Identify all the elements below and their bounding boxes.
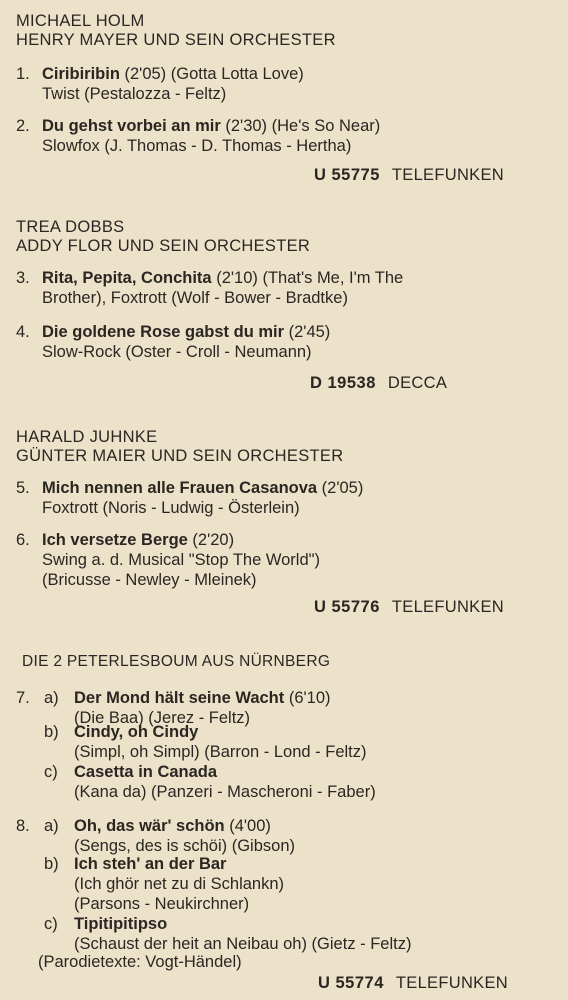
track-credits: (Parsons - Neukirchner) xyxy=(74,895,250,913)
track-number: 5. xyxy=(16,479,30,497)
artist-heading xyxy=(16,428,343,466)
sub-track-letter: c) xyxy=(44,915,58,933)
track-title: Mich nennen alle Frauen Casanova xyxy=(42,479,318,497)
sub-track-letter: b) xyxy=(44,723,59,741)
track-number: 8. xyxy=(16,817,30,835)
lyrics-credit xyxy=(38,952,568,972)
track-credits: Brother), Foxtrott (Wolf - Bower - Bradtke) xyxy=(42,289,348,307)
track-title: Der Mond hält seine Wacht xyxy=(74,689,285,707)
track-number: 6. xyxy=(16,531,30,549)
catalog-number xyxy=(314,166,504,185)
track-credits: Slowfox (J. Thomas - D. Thomas - Hertha) xyxy=(42,137,352,155)
record-label: DECCA xyxy=(387,374,448,392)
track-title: Cindy, oh Cindy xyxy=(74,723,199,741)
track-number: 3. xyxy=(16,269,30,287)
track-credits: (Die Baa) (Jerez - Feltz) xyxy=(74,709,251,727)
track-number: 1. xyxy=(16,65,30,83)
orchestra-name: HENRY MAYER UND SEIN ORCHESTER xyxy=(16,31,336,49)
track-credits: (Schaust der heit an Neibau oh) (Gietz - Feltz) xyxy=(74,935,412,953)
sub-track xyxy=(44,762,568,802)
track-title: Ich versetze Berge xyxy=(42,531,188,549)
track-number: 7. xyxy=(16,689,30,707)
artist-name: HARALD JUHNKE xyxy=(16,428,158,446)
track-title: Oh, das wär' schön xyxy=(74,817,225,835)
sub-track-letter: a) xyxy=(44,689,59,707)
track-info: (2'30) (He's So Near) xyxy=(220,117,381,135)
track-title: Tipitipitipso xyxy=(74,915,168,933)
track-info: (2'10) (That's Me, I'm The xyxy=(211,269,404,287)
artist-heading xyxy=(22,652,330,671)
track-info: (2'05) xyxy=(317,479,364,497)
track-credits: Swing a. d. Musical "Stop The World") xyxy=(42,551,320,569)
catalog-code: U 55774 xyxy=(318,974,384,992)
artist-name: TREA DOBBS xyxy=(16,218,125,236)
catalog-number xyxy=(318,974,508,993)
artist-name: DIE 2 PETERLESBOUM AUS NÜRNBERG xyxy=(22,653,331,670)
parody-lyrics-note: (Parodietexte: Vogt-Händel) xyxy=(38,953,242,971)
track-title: Rita, Pepita, Conchita xyxy=(42,269,212,287)
track-credits: Twist (Pestalozza - Feltz) xyxy=(42,85,227,103)
sub-track-letter: b) xyxy=(44,855,59,873)
catalog-code: D 19538 xyxy=(310,374,376,392)
track-credits: (Kana da) (Panzeri - Mascheroni - Faber) xyxy=(74,783,376,801)
sub-track xyxy=(44,914,568,954)
sub-track xyxy=(44,816,568,856)
artist-heading xyxy=(16,12,336,50)
orchestra-name: GÜNTER MAIER UND SEIN ORCHESTER xyxy=(16,447,344,465)
catalog-number xyxy=(310,374,447,393)
sub-track-letter: a) xyxy=(44,817,59,835)
orchestra-name: ADDY FLOR UND SEIN ORCHESTER xyxy=(16,237,311,255)
track-number: 4. xyxy=(16,323,30,341)
track-credits: (Bricusse - Newley - Mleinek) xyxy=(42,571,257,589)
track-info: (2'45) xyxy=(284,323,331,341)
record-label: TELEFUNKEN xyxy=(391,166,504,184)
track-credits: (Sengs, des is schöi) (Gibson) xyxy=(74,837,296,855)
track-info: (6'10) xyxy=(284,689,331,707)
track-title: Du gehst vorbei an mir xyxy=(42,117,221,135)
track-credits: (Ich ghör net zu di Schlankn) xyxy=(74,875,285,893)
artist-name: MICHAEL HOLM xyxy=(16,12,145,30)
track-title: Casetta in Canada xyxy=(74,763,218,781)
track-info: (2'05) (Gotta Lotta Love) xyxy=(119,65,304,83)
artist-heading xyxy=(16,218,310,256)
track-title: Die goldene Rose gabst du mir xyxy=(42,323,285,341)
track-info: (2'20) xyxy=(187,531,235,549)
record-label: TELEFUNKEN xyxy=(391,598,504,616)
sub-track xyxy=(44,854,568,914)
track-credits: Slow-Rock (Oster - Croll - Neumann) xyxy=(42,343,312,361)
sub-track xyxy=(44,722,568,762)
catalog-code: U 55775 xyxy=(314,166,380,184)
track-title: Ich steh' an der Bar xyxy=(74,855,227,873)
catalog-number xyxy=(314,598,504,617)
track-credits: Foxtrott (Noris - Ludwig - Österlein) xyxy=(42,499,300,517)
track-info: (4'00) xyxy=(224,817,271,835)
track-number: 2. xyxy=(16,117,30,135)
track-credits: (Simpl, oh Simpl) (Barron - Lond - Feltz) xyxy=(74,743,367,761)
track-8 xyxy=(16,816,556,971)
track-title: Ciribiribin xyxy=(42,65,120,83)
catalog-code: U 55776 xyxy=(314,598,380,616)
track-7 xyxy=(16,688,556,801)
record-label: TELEFUNKEN xyxy=(395,974,508,992)
sub-track-letter: c) xyxy=(44,763,58,781)
